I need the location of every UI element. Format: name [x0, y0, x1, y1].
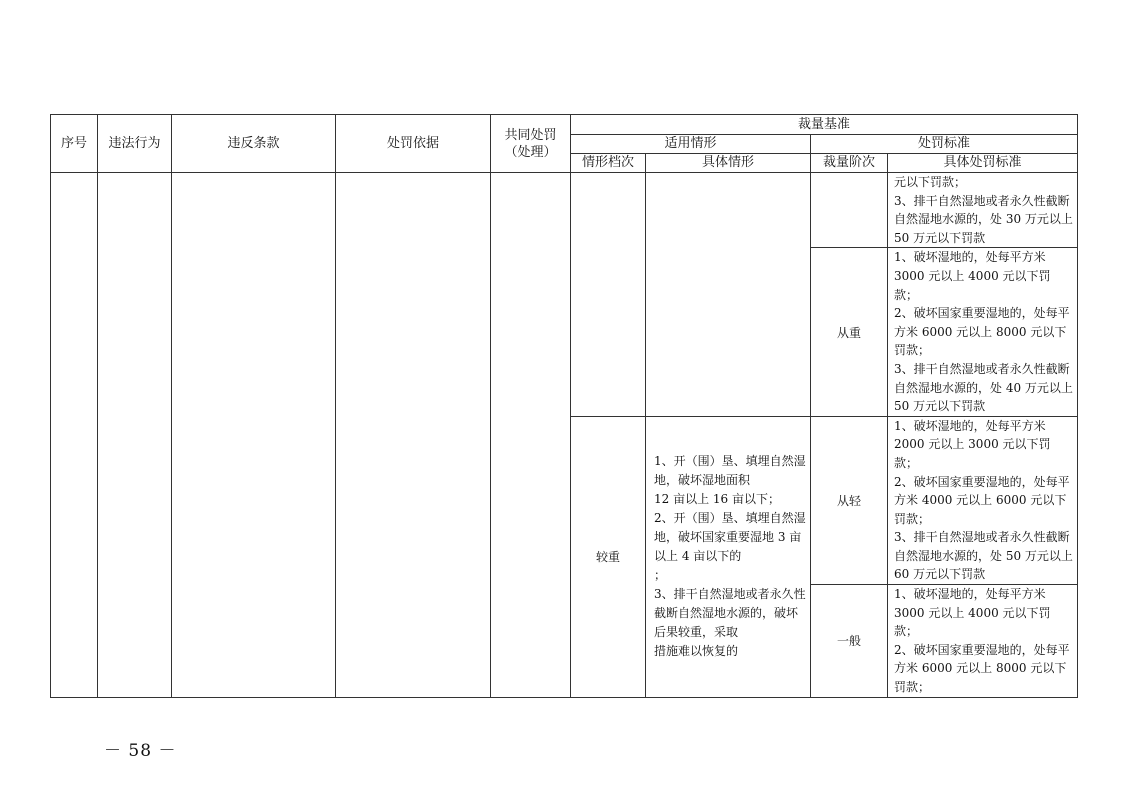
- act-cell: [98, 173, 172, 698]
- header-joint: [491, 115, 571, 173]
- header-clause: 违反条款: [172, 115, 336, 173]
- header-circ-level: 情形档次: [571, 154, 646, 173]
- header-joint-text: 共同处罚 （处理）: [504, 127, 557, 160]
- severe-detail-text: 1、开（围）垦、填埋自然湿地，破坏湿地面积 12 亩以上 16 亩以下； 2、开（围）垦、填埋自然湿地，破坏国家重要湿地 3 亩以上 4 亩以下的 ； 3、排干自然湿地或者永久性截断自然湿地水源的，破坏后果较重，采取 措施难以恢复的: [654, 454, 806, 659]
- clause-cell: [172, 173, 336, 698]
- basis-cell: [336, 173, 491, 698]
- prev-circ-level-cell: [571, 173, 646, 417]
- severe-level: 较重: [571, 416, 646, 697]
- heavy-standard-cell: [888, 248, 1078, 416]
- heavy-level: 从重: [811, 248, 888, 416]
- page-number: － 58 －: [104, 741, 177, 761]
- header-circ-detail: 具体情形: [646, 154, 811, 173]
- general-standard-text: 1、破坏湿地的，处每平方米 3000 元以上 4000 元以下罚款； 2、破坏国家重要湿地的，处每平方米 6000 元以上 8000 元以下罚款；: [894, 587, 1070, 695]
- header-circumstance: 适用情形: [571, 135, 811, 154]
- header-basis: 处罚依据: [336, 115, 491, 173]
- header-specific-standard: 具体处罚标准: [888, 154, 1078, 173]
- general-standard-cell: [888, 585, 1078, 698]
- continuation-standard-text: 元以下罚款； 3、排干自然湿地或者永久性截断自然湿地水源的，处 30 万元以上 50 万元以下罚款: [894, 175, 1073, 245]
- joint-cell: [491, 173, 571, 698]
- prev-circ-detail-cell: [646, 173, 811, 417]
- header-disc-level: 裁量阶次: [811, 154, 888, 173]
- severe-detail-cell: [646, 416, 811, 697]
- light-standard-text: 1、破坏湿地的，处每平方米 2000 元以上 3000 元以下罚款； 2、破坏国家重要湿地的，处每平方米 4000 元以上 6000 元以下罚款； 3、排干自然湿地或者永久性截断自然湿地水源的，处 50 万元以上 60 万元以下罚款: [894, 418, 1073, 582]
- header-discretion: 裁量基准: [571, 115, 1078, 135]
- header-standard: 处罚标准: [811, 135, 1078, 154]
- seq-cell: [51, 173, 98, 698]
- header-seq: 序号: [51, 115, 98, 173]
- general-level: 一般: [811, 585, 888, 698]
- penalty-standard-table: [50, 114, 1078, 698]
- light-standard-cell: [888, 416, 1078, 584]
- heavy-standard-text: 1、破坏湿地的，处每平方米 3000 元以上 4000 元以下罚款； 2、破坏国家重要湿地的，处每平方米 6000 元以上 8000 元以下罚款； 3、排干自然湿地或者永久性截断自然湿地水源的，处 40 万元以上 50 万元以下罚款: [894, 250, 1073, 414]
- light-level: 从轻: [811, 416, 888, 584]
- header-act: 违法行为: [98, 115, 172, 173]
- continuation-standard-cell: [888, 173, 1078, 248]
- prev-disc-level-cell: [811, 173, 888, 248]
